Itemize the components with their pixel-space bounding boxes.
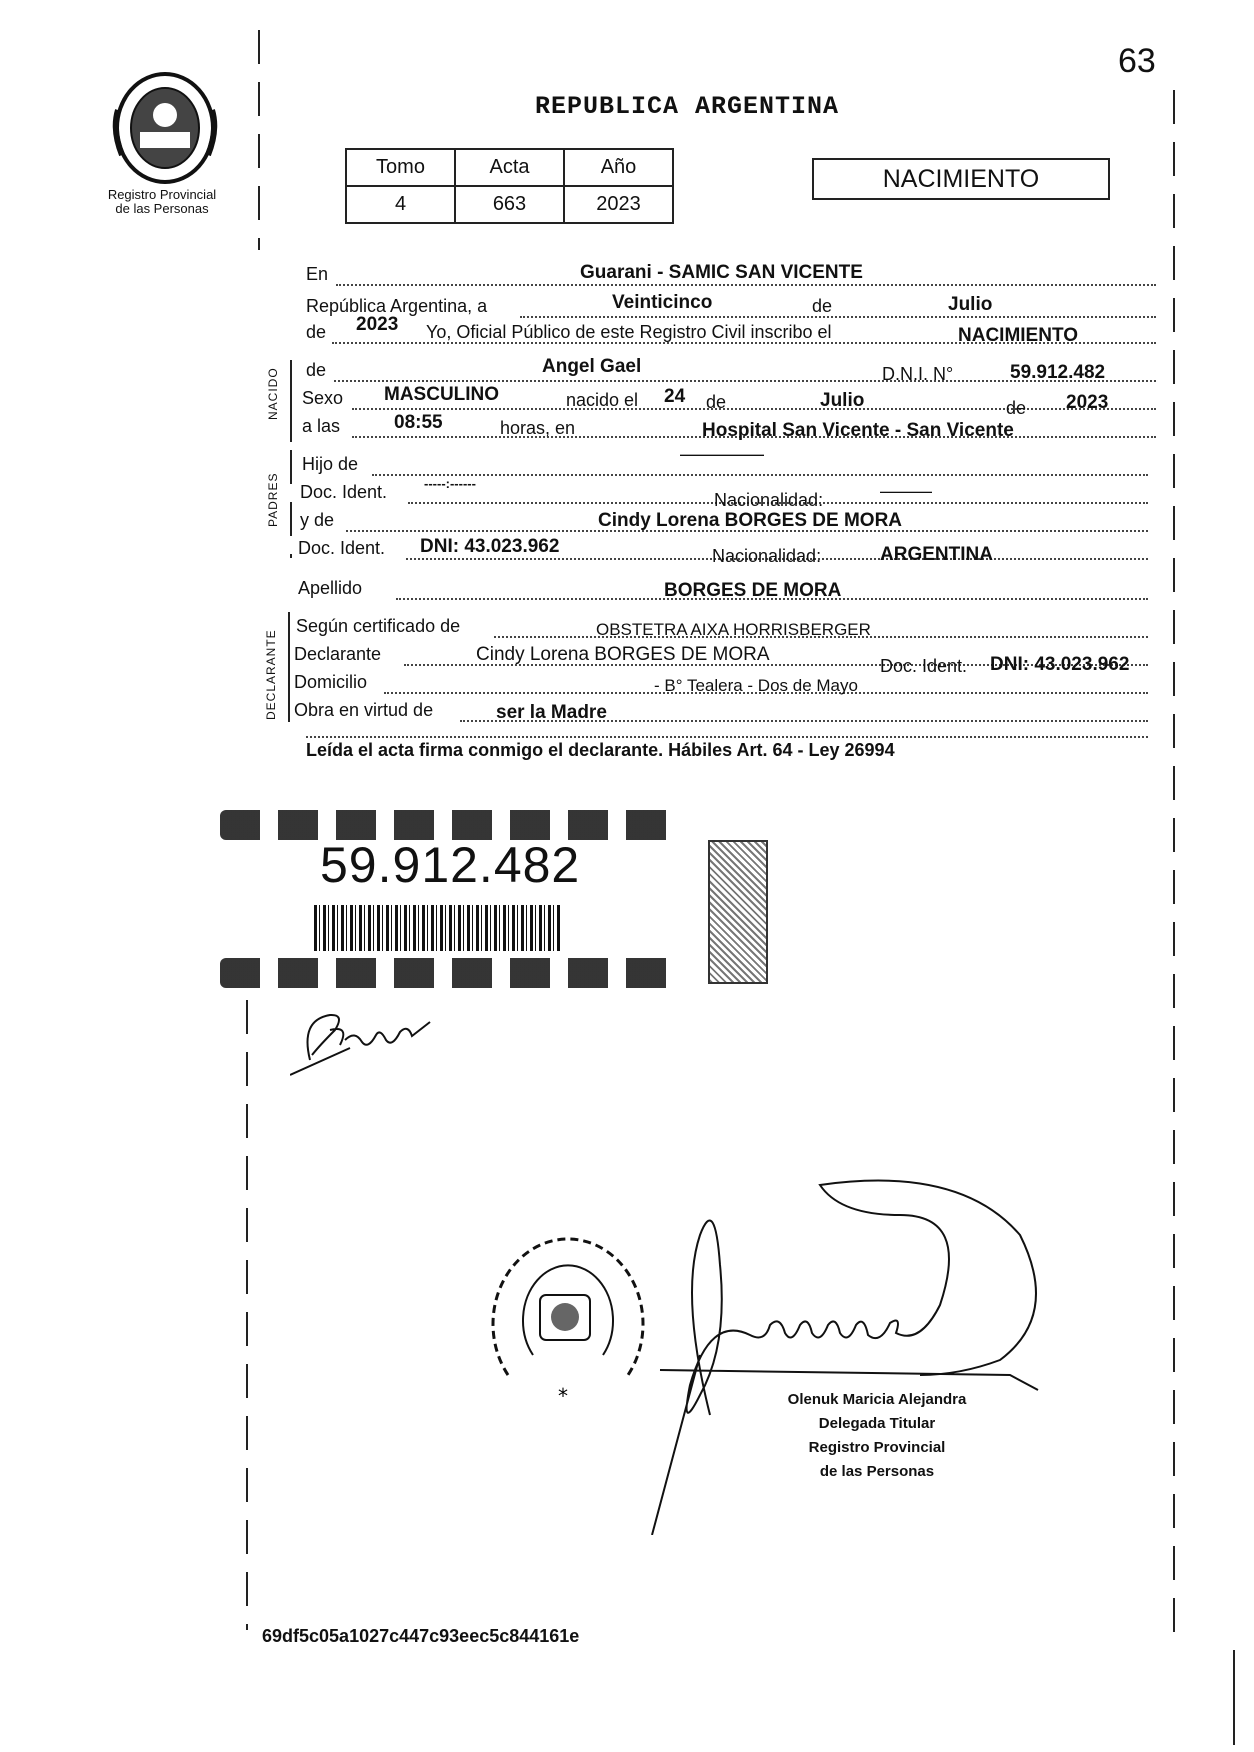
label-domicilio: Domicilio [294,672,368,692]
value-obra: ser la Madre [496,702,607,723]
dotted-line [372,474,1148,476]
left-margin-rule [258,30,260,250]
header-acta: Acta [455,149,564,186]
province-emblem-icon [110,70,220,185]
official-block [742,1388,1012,1484]
header-anio: Año [564,149,673,186]
value-acto: NACIMIENTO [958,325,1078,346]
closing-statement: Leída el acta firma conmigo el declarante. Hábiles Art. 64 - Ley 26994 [306,740,895,760]
svg-text:*: * [558,1384,568,1408]
value-anio-inscripcion: 2023 [356,314,399,335]
label-de-nombre: de [306,360,327,380]
value-certificado: OBSTETRA AIXA HORRISBERGER [596,620,871,639]
official-org-line-1: Registro Provincial [808,1439,946,1456]
label-doc-ident-3: Doc. Ident. [880,656,968,676]
label-en: En [306,264,329,284]
label-doc-ident-2: Doc. Ident. [298,538,386,558]
label-declarante: Declarante [294,644,382,664]
official-org-line-2: de las Personas [819,1463,935,1480]
dotted-line [336,284,1156,286]
left-margin-rule-lower [246,1000,248,1630]
label-nacido-el: nacido el [566,390,639,410]
declarant-signature [290,1000,450,1080]
label-horas-en: horas, en [500,418,576,438]
label-doc-ident-1: Doc. Ident. [300,482,388,502]
edge-rule [1233,1650,1235,1745]
value-sexo: MASCULINO [384,384,500,405]
label-de2: de [306,322,327,342]
value-declarante-doc: DNI: 43.023.962 [990,654,1130,675]
value-apellido: BORGES DE MORA [664,580,842,601]
right-margin-rule [1173,90,1175,1640]
value-dni: 59.912.482 [1010,362,1106,383]
dotted-line [352,408,1156,410]
label-dni: D.N.I. N° [882,364,954,384]
value-mes-inscripcion: Julio [948,294,993,315]
label-de-anio: de [1006,398,1027,418]
value-lugar-nacimiento: Hospital San Vicente - San Vicente [702,420,1014,441]
value-nombre: Angel Gael [542,356,642,377]
label-nacionalidad-2: Nacionalidad: [712,546,822,566]
header-tomo: Tomo [346,149,455,186]
logo-caption [92,188,232,216]
security-band-bottom [220,958,672,988]
value-domicilio: - B° Tealera - Dos de Mayo [654,676,858,695]
official-name: Olenuk Maricia Alejandra [787,1391,967,1408]
label-y-de: y de [300,510,335,530]
table-row [346,186,673,223]
value-acta: 663 [455,186,564,223]
label-republica: República Argentina, a [306,296,488,316]
dotted-line [520,316,1156,318]
hologram-seal-icon [708,840,768,984]
label-segun: Según certificado de [296,616,461,636]
section-bracket-padres [290,450,292,558]
label-hijo-de: Hijo de [302,454,359,474]
value-madre-doc: DNI: 43.023.962 [420,536,560,557]
value-madre-nacionalidad: ARGENTINA [880,544,993,565]
side-label-nacido: NACIDO [266,367,280,420]
dotted-line [306,736,1148,738]
side-label-declarante: DECLARANTE [264,629,278,720]
value-tomo: 4 [346,186,455,223]
registry-table [345,148,674,224]
record-type-box: NACIMIENTO [812,158,1110,200]
logo-caption-line-1: Registro Provincial [107,187,217,202]
value-padre-nacionalidad: ———— [880,484,932,499]
page-number: 63 [1118,42,1156,80]
value-dia-inscripcion: Veinticinco [612,292,713,313]
official-stamp [478,1225,658,1425]
barcode [314,905,562,951]
label-de-mes: de [706,392,727,412]
value-mes-nacimiento: Julio [820,390,865,411]
section-bracket-declarante [288,612,290,722]
label-nacionalidad-1: Nacionalidad: [714,490,824,510]
label-a-las: a las [302,416,341,436]
value-anio-nacimiento: 2023 [1066,392,1109,413]
label-de: de [812,296,833,316]
section-bracket-nacido [290,360,292,442]
label-yo: Yo, Oficial Público de este Registro Civil inscribo el [426,322,832,342]
value-anio: 2023 [564,186,673,223]
document-title: REPUBLICA ARGENTINA [535,92,840,121]
label-apellido: Apellido [298,578,363,598]
value-padre-doc: -----:------ [424,476,476,491]
document-hash: 69df5c05a1027c447c93eec5c844161e [262,1626,580,1646]
official-role: Delegada Titular [818,1415,936,1432]
value-declarante: Cindy Lorena BORGES DE MORA [476,644,770,665]
label-obra: Obra en virtud de [294,700,434,720]
value-madre: Cindy Lorena BORGES DE MORA [598,510,903,531]
dni-label-number: 59.912.482 [320,837,581,893]
value-dia-nacimiento: 24 [664,386,686,407]
value-lugar: Guarani - SAMIC SAN VICENTE [580,262,863,283]
logo-caption-line-2: de las Personas [115,201,209,216]
label-sexo: Sexo [302,388,344,408]
table-header-row [346,149,673,186]
value-padre: —————— [680,446,764,462]
value-hora: 08:55 [394,412,443,433]
side-label-padres: PADRES [266,472,280,527]
